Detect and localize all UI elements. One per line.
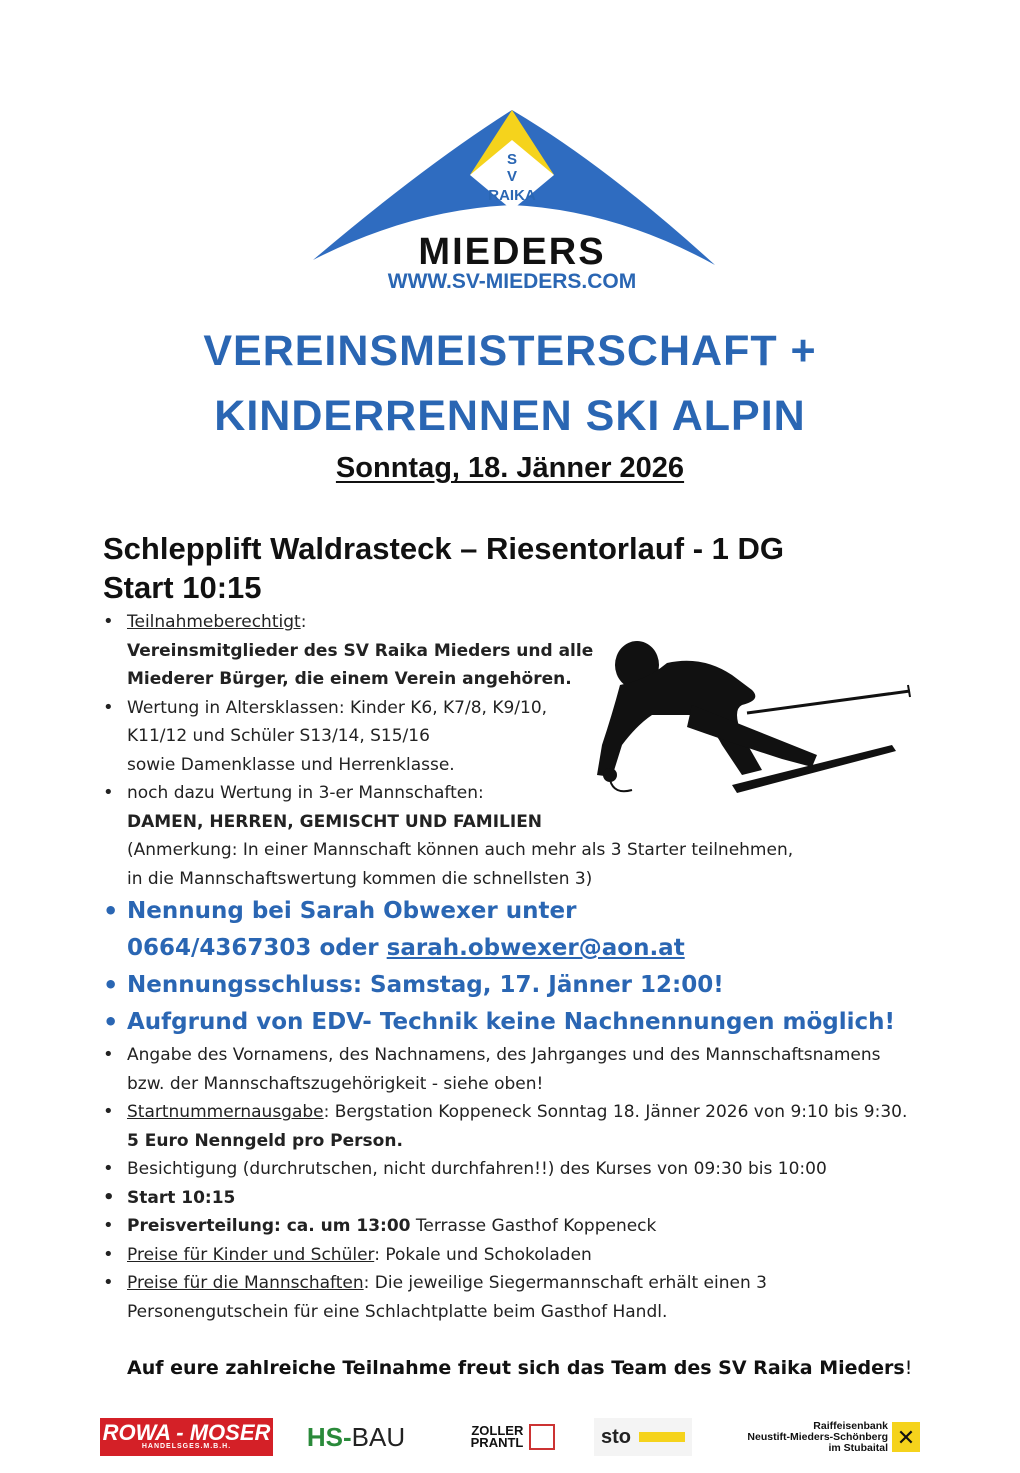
hs-bau-hs: HS- <box>306 1421 352 1452</box>
sponsor-sto <box>594 1418 692 1456</box>
raiff-line-2: Neustift-Mieders-Schönberg <box>747 1430 888 1443</box>
eligibility-label: Teilnahmeberechtigt <box>127 612 301 632</box>
entry-fee: 5 Euro Nenngeld pro Person. <box>127 1130 403 1151</box>
list-item-start: • Start 10:15 <box>103 1184 933 1213</box>
prantl-text: PRANTL <box>470 1435 524 1450</box>
zoller-text: ZOLLER <box>471 1423 524 1438</box>
classes-line-3: sowie Damenklasse und Herrenklasse. <box>127 754 455 775</box>
award-ceremony-place: Terrasse Gasthof Koppeneck <box>410 1216 657 1236</box>
eligibility-text-2: Miederer Bürger, die einem Verein angehören. <box>127 669 572 689</box>
event-date-text: Sonntag, 18. Jänner 2026 <box>335 452 685 484</box>
list-item-no-late: • Aufgrund von EDV- Technik keine Nachnennungen möglich! <box>103 1004 933 1041</box>
eligibility-text-1: Vereinsmitglieder des SV Raika Mieders und alle <box>127 640 594 661</box>
list-item-eligibility <box>103 608 933 694</box>
raiff-line-1: Raiffeisenbank <box>813 1419 888 1432</box>
list-item-required-info <box>103 1041 933 1098</box>
info-list <box>103 608 933 1326</box>
title-line-2: KINDERRENNEN SKI ALPIN <box>214 392 806 440</box>
registration-email-link[interactable]: sarah.obwexer@aon.at <box>386 935 685 961</box>
bib-pickup-text: : Bergstation Koppeneck Sonntag 18. Jänner 2026 von 9:10 bis 9:30. <box>323 1102 908 1122</box>
teams-line-1: noch dazu Wertung in 3-er Mannschaften: <box>127 783 484 803</box>
kids-prizes-text: : Pokale und Schokoladen <box>374 1244 592 1265</box>
teams-categories: DAMEN, HERREN, GEMISCHT UND FAMILIEN <box>127 811 543 832</box>
list-item-deadline: • Nennungsschluss: Samstag, 17. Jänner 12:00! <box>103 967 933 1004</box>
registration-phone: 0664/4367303 oder <box>127 935 387 961</box>
sto-text: sto <box>601 1425 631 1448</box>
title-line-1: VEREINSMEISTERSCHAFT + <box>203 327 817 375</box>
teams-note-1: (Anmerkung: In einer Mannschaft können auch mehr als 3 Starter teilnehmen, <box>127 840 794 860</box>
logo-name: MIEDERS <box>418 231 606 273</box>
logo-letter-s: S <box>506 151 518 168</box>
eligibility-colon: : <box>300 612 307 632</box>
team-prizes-label: Preise für die Mannschaften <box>127 1273 364 1293</box>
sponsor-rowa-moser <box>100 1418 273 1456</box>
sponsor-bar <box>100 1412 920 1462</box>
team-prizes-line-2: Personengutschein für eine Schlachtplatte beim Gasthof Handl. <box>127 1301 668 1322</box>
team-prizes-text: : Die jeweilige Siegermannschaft erhält einen 3 <box>363 1273 767 1293</box>
logo-raika: RAIKA <box>488 187 536 204</box>
raiffeisen-gable-cross-icon: ✕ <box>892 1422 920 1452</box>
teams-note-2: in die Mannschaftswertung kommen die schnellsten 3) <box>127 868 593 889</box>
list-item-award-ceremony <box>103 1212 933 1241</box>
closing-main: Auf eure zahlreiche Teilnahme freut sich das Team des SV Raika Mieders <box>127 1357 905 1379</box>
registration-line-1: Nennung bei Sarah Obwexer unter <box>127 898 577 924</box>
required-info-line-2: bzw. der Mannschaftszugehörigkeit - siehe oben! <box>127 1073 544 1094</box>
closing-text <box>127 1357 912 1379</box>
list-item-team-prizes <box>103 1269 933 1326</box>
list-item-classes <box>103 694 933 780</box>
event-date <box>0 452 1020 485</box>
club-logo <box>305 100 725 300</box>
bib-pickup-label: Startnummernausgabe <box>127 1102 324 1122</box>
sponsor-zoller-prantl <box>446 1418 580 1456</box>
logo-letter-v: V <box>506 168 518 185</box>
list-item-teams <box>103 779 933 893</box>
list-item-bib-pickup <box>103 1098 933 1155</box>
classes-line-1: Wertung in Altersklassen: Kinder K6, K7/8, K9/10, <box>127 697 548 718</box>
award-ceremony-time: Preisverteilung: ca. um 13:00 <box>127 1216 411 1236</box>
zoller-window-icon <box>529 1424 555 1450</box>
list-item-registration <box>103 893 933 967</box>
logo-url: WWW.SV-MIEDERS.COM <box>387 270 637 293</box>
required-info-line-1: Angabe des Vornamens, des Nachnamens, des Jahrganges und des Mannschaftsnamens <box>127 1045 881 1065</box>
venue-line-2: Start 10:15 <box>103 570 262 605</box>
sponsor-raiffeisen <box>694 1418 920 1456</box>
classes-line-2: K11/12 und Schüler S13/14, S15/16 <box>127 726 430 746</box>
venue-line-1: Schlepplift Waldrasteck – Riesentorlauf - 1 DG <box>103 531 785 566</box>
rowa-moser-name: ROWA - MOSER <box>102 1420 271 1445</box>
list-item-inspection: • Besichtigung (durchrutschen, nicht durchfahren!!) des Kurses von 09:30 bis 10:00 <box>103 1155 933 1184</box>
closing-exclaim: ! <box>904 1357 913 1379</box>
rowa-moser-sub: HANDELSGES.M.B.H. <box>141 1443 232 1450</box>
raiff-line-3: im Stubaital <box>828 1441 888 1454</box>
hs-bau-bau: BAU <box>351 1421 406 1452</box>
kids-prizes-label: Preise für Kinder und Schüler <box>127 1244 375 1265</box>
sponsor-hs-bau <box>286 1418 426 1456</box>
list-item-kids-prizes <box>103 1241 933 1270</box>
venue-heading <box>103 529 784 607</box>
sto-yellow-bar-icon <box>639 1432 685 1442</box>
